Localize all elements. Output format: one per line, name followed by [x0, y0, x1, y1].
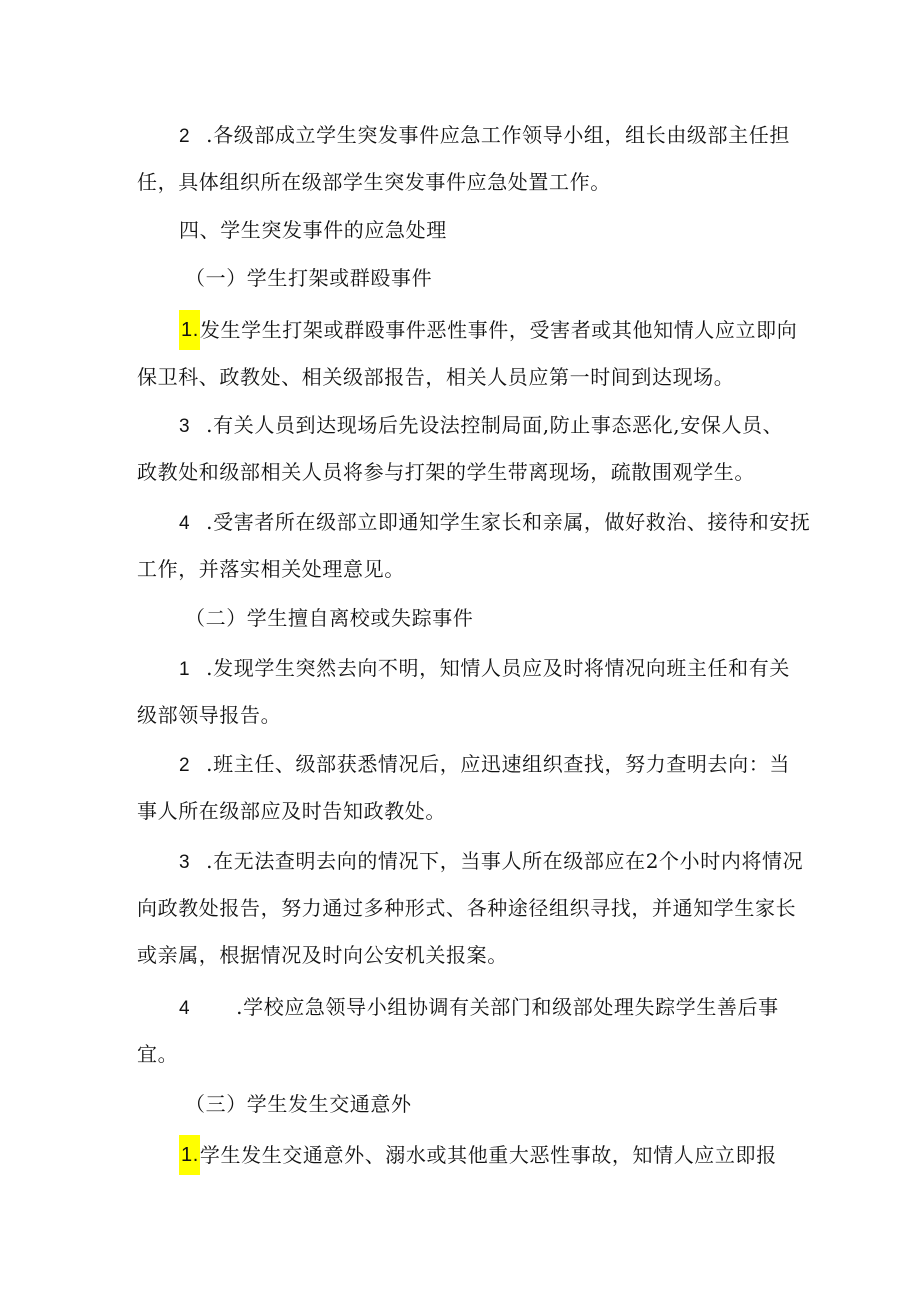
- line-text: 事人所在级部应及时告知政教处。: [137, 799, 446, 823]
- item-number: 1: [179, 659, 191, 680]
- highlighted-item-number: 1.: [179, 310, 200, 350]
- paragraph-1b-line-2: [137, 701, 281, 729]
- paragraph-4a-line-2: [137, 555, 405, 583]
- paragraph-4b-line-2: [137, 1040, 178, 1068]
- paragraph-3a-line-1: [179, 411, 783, 439]
- item-number: 2: [179, 126, 191, 147]
- subsection-heading: （三）学生发生交通意外: [185, 1092, 412, 1116]
- paragraph-2b-line-2: [137, 797, 446, 825]
- subsection-heading-two: [185, 604, 473, 632]
- paragraph-1c-line-1: [179, 1141, 777, 1169]
- line-text: 任，具体组织所在级部学生突发事件应急处置工作。: [137, 170, 611, 194]
- line-text: 发生学生打架或群殴事件恶性事件，受害者或其他知情人应立即向: [199, 318, 798, 342]
- item-number: 4: [179, 513, 191, 534]
- paragraph-1a-line-1: [179, 316, 797, 344]
- line-text: 向政教处报告，努力通过多种形式、各种途径组织寻找，并通知学生家长: [137, 896, 797, 920]
- line-text: .在无法查明去向的情况下，当事人所在级部应在2个小时内将情况: [206, 849, 804, 873]
- paragraph-1b-line-1: [179, 654, 790, 682]
- line-text: .受害者所在级部立即通知学生家长和亲属，做好救治、接待和安抚: [206, 510, 811, 534]
- paragraph-2b-line-1: [179, 750, 790, 778]
- paragraph-2-line-1: [179, 121, 790, 149]
- paragraph-3b-line-3: [137, 941, 508, 969]
- item-number: 3: [179, 416, 191, 437]
- paragraph-4a-line-1: [179, 508, 811, 536]
- paragraph-3b-line-2: [137, 894, 796, 922]
- line-text: 政教处和级部相关人员将参与打架的学生带离现场，疏散围观学生。: [137, 460, 755, 484]
- highlighted-item-number: 1.: [179, 1135, 200, 1175]
- paragraph-4b-line-1: [179, 993, 779, 1021]
- item-number: 3: [179, 852, 191, 873]
- paragraph-1a-line-2: [137, 363, 734, 391]
- line-text: .有关人员到达现场后先设法控制局面,防止事态恶化,安保人员、: [206, 413, 784, 437]
- line-text: 工作，并落实相关处理意见。: [137, 557, 405, 581]
- paragraph-3b-line-1: [179, 847, 803, 875]
- paragraph-3a-line-2: [137, 458, 755, 486]
- line-text: .班主任、级部获悉情况后，应迅速组织查找，努力查明去向：当: [206, 752, 790, 776]
- subsection-heading: （二）学生擅自离校或失踪事件: [185, 606, 474, 630]
- line-text: 保卫科、政教处、相关级部报告，相关人员应第一时间到达现场。: [137, 365, 735, 389]
- line-text: 学生发生交通意外、溺水或其他重大恶性事故，知情人应立即报: [199, 1143, 777, 1167]
- line-text: 级部领导报告。: [137, 703, 282, 727]
- section-heading-four: [179, 216, 447, 244]
- subsection-heading-one: [185, 264, 432, 292]
- subsection-heading: （一）学生打架或群殴事件: [185, 266, 433, 290]
- item-number: 4: [179, 998, 191, 1019]
- subsection-heading-three: [185, 1090, 412, 1118]
- paragraph-2-line-2: [137, 168, 611, 196]
- line-text: .学校应急领导小组协调有关部门和级部处理失踪学生善后事: [236, 995, 779, 1019]
- section-heading: 四、学生突发事件的应急处理: [179, 218, 447, 242]
- line-text: 或亲属，根据情况及时向公安机关报案。: [137, 943, 508, 967]
- line-text: .各级部成立学生突发事件应急工作领导小组，组长由级部主任担: [206, 123, 790, 147]
- line-text: .发现学生突然去向不明，知情人员应及时将情况向班主任和有关: [206, 656, 790, 680]
- line-text: 宜。: [137, 1042, 179, 1066]
- item-number: 2: [179, 755, 191, 776]
